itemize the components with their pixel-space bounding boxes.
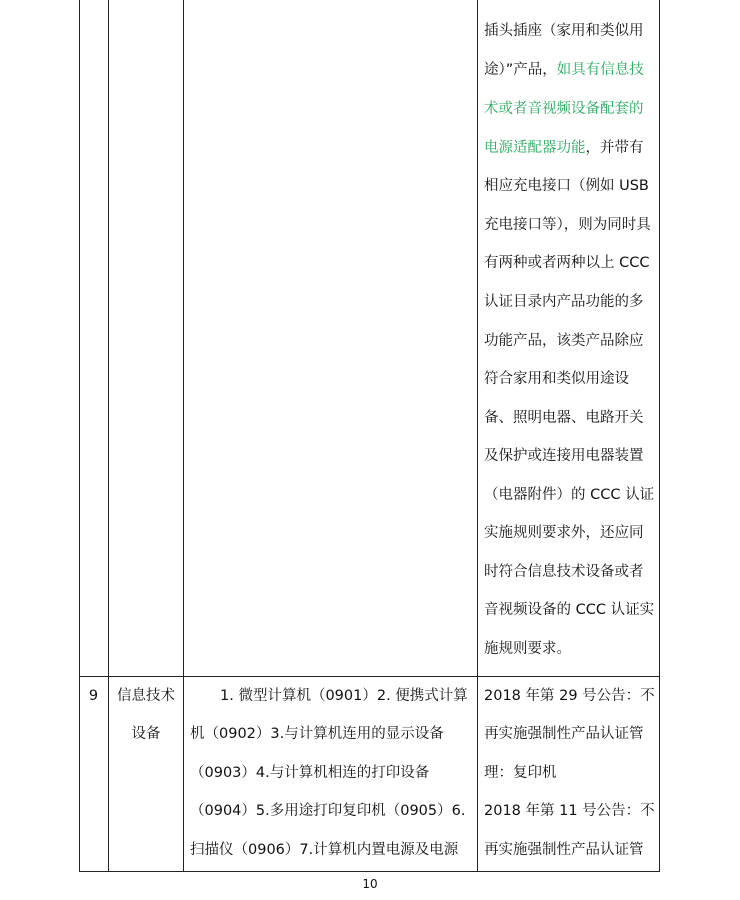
remark-text: 及保护或连接用电器装置 [484, 448, 644, 464]
remark-text: 充电接口等），则为同时具 [484, 217, 651, 233]
row9-remark-line-5: 再实施强制性产品认证管 [484, 842, 644, 858]
remark-text: 途）”产品， [484, 62, 557, 78]
row9-products-line-3: （0903）4.与计算机相连的打印设备 [190, 765, 430, 781]
highlighted-text: 电源适配器功能 [484, 140, 586, 156]
remark-text: ，并带有 [585, 140, 644, 156]
col-divider-2 [183, 0, 184, 872]
remark-text: 功能产品，该类产品除应 [484, 333, 644, 349]
row8-remark-line [484, 60, 644, 80]
table-border-left [79, 0, 80, 872]
row9-remark-line-1: 2018 年第 29 号公告：不 [484, 688, 655, 704]
highlighted-text: 如具有信息技 [556, 62, 644, 78]
row8-remark-line [484, 369, 629, 389]
remark-text: 认证目录内产品功能的多 [484, 294, 644, 310]
highlighted-text: 术或者音视频设备配套的 [484, 101, 644, 117]
remark-text: 备、照明电器、电路开关 [484, 410, 644, 426]
remark-text: 插头插座（家用和类似用 [484, 23, 644, 39]
table-border-bottom [79, 871, 660, 872]
remark-text: 施规则要求。 [484, 641, 571, 657]
row9-category-line-2: 设备 [131, 726, 161, 742]
remark-text: 时符合信息技术设备或者 [484, 564, 644, 580]
row8-remark-line [484, 292, 644, 312]
row8-remark-line [484, 138, 644, 158]
row9-remark-line-2: 再实施强制性产品认证管 [484, 726, 644, 742]
remark-text: 相应充电接口（例如 USB [484, 178, 649, 194]
row8-remark-line [484, 99, 644, 119]
row8-remark-line [484, 253, 649, 273]
row9-products-line-4: （0904）5.多用途打印复印机（0905）6. [190, 803, 466, 819]
row9-category-line-1: 信息技术 [117, 688, 175, 704]
row9-number: 9 [88, 688, 99, 704]
row-divider [79, 676, 660, 677]
row9-products-line-1: 1. 微型计算机（0901）2. 便携式计算 [220, 688, 468, 704]
remark-text: 实施规则要求外，还应同 [484, 525, 644, 541]
row8-remark-line [484, 21, 644, 41]
row8-remark-line [484, 446, 644, 466]
row8-remark-line [484, 523, 644, 543]
row8-remark-line [484, 331, 644, 351]
row8-remark-line [484, 562, 644, 582]
row9-remark-line-4: 2018 年第 11 号公告：不 [484, 803, 655, 819]
row8-remark-line [484, 176, 649, 196]
remark-text: 音视频设备的 CCC 认证实 [484, 602, 655, 618]
row9-products-line-5: 扫描仪（0906）7.计算机内置电源及电源 [190, 842, 459, 858]
regulation-table [79, 0, 660, 872]
row8-remark-line [484, 485, 654, 505]
row9-products-line-2: 机（0902）3.与计算机连用的显示设备 [190, 726, 444, 742]
row9-remark-line-3: 理：复印机 [484, 765, 557, 781]
page-number: 10 [362, 877, 378, 891]
row8-remark-line [484, 408, 644, 428]
col-divider-3 [477, 0, 478, 872]
row8-remark-line [484, 639, 571, 659]
table-border-right [659, 0, 660, 872]
row8-remark-line [484, 215, 651, 235]
remark-text: （电器附件）的 CCC 认证 [484, 487, 655, 503]
remark-text: 符合家用和类似用途设 [484, 371, 629, 387]
remark-text: 有两种或者两种以上 CCC [484, 255, 650, 271]
row8-remark-line [484, 600, 654, 620]
